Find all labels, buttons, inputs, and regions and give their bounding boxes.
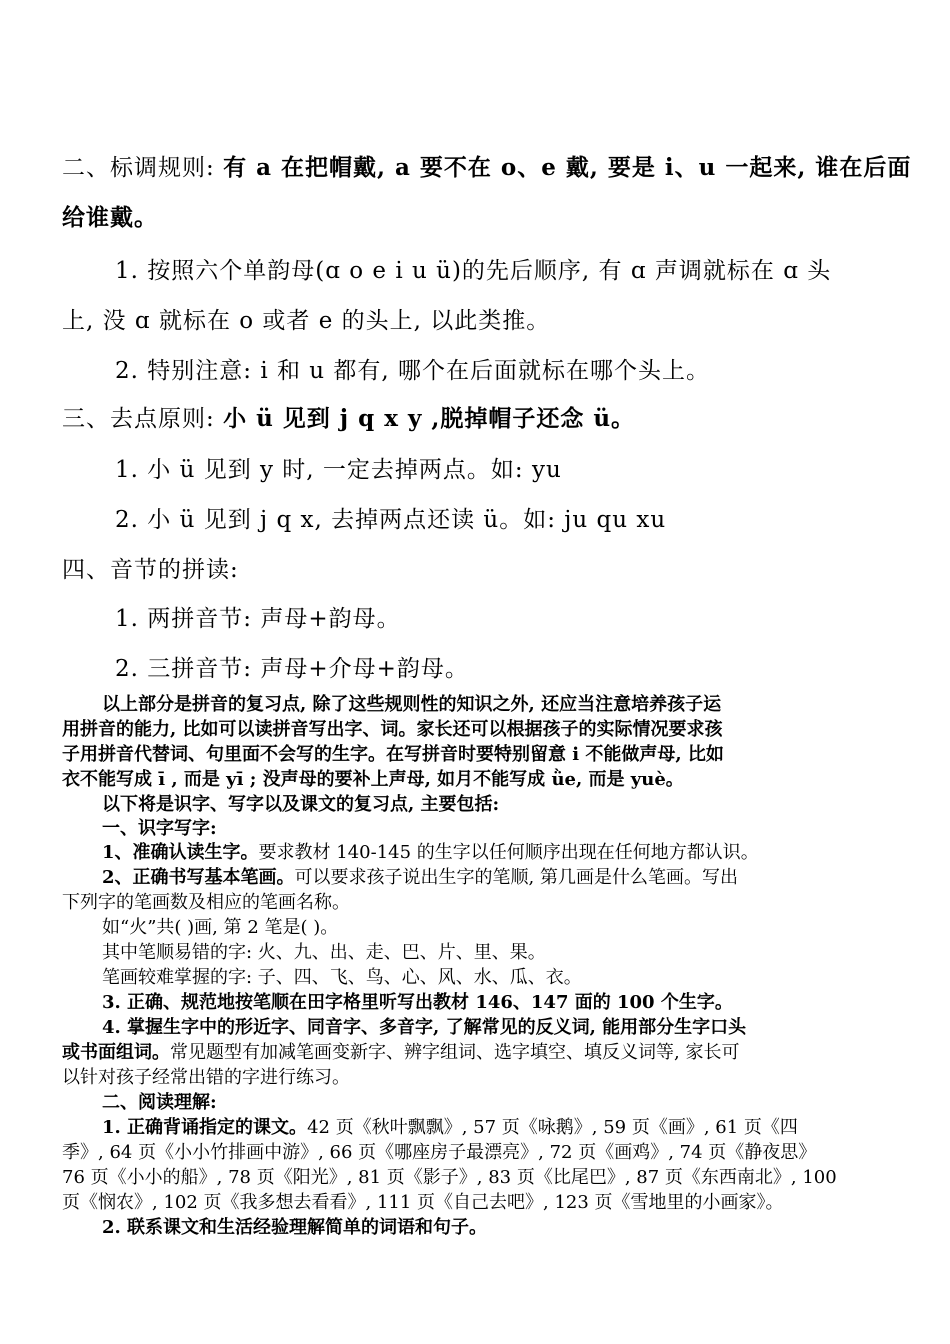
sec3-rule: 小 ü 见到 j q x y ,脱掉帽子还念 ü。 bbox=[223, 405, 636, 432]
sec4-point2: 2. 三拼音节: 声母+介母+韵母。 bbox=[115, 656, 469, 682]
literacy-heading: 一、识字写字: bbox=[102, 818, 217, 839]
summary-line3: 子用拼音代替词、句里面不会写的生字。在写拼音时要特别留意 i 不能做声母, 比如 bbox=[62, 744, 724, 765]
sec4-point1: 1. 两拼音节: 声母+韵母。 bbox=[115, 606, 401, 632]
reading-item1-title: 1. 正确背诵指定的课文。 bbox=[102, 1117, 308, 1138]
literacy-item2-text: 可以要求孩子说出生字的笔顺, 第几画是什么笔画。写出 bbox=[294, 867, 738, 888]
sec4-heading: 四、音节的拼读: bbox=[62, 557, 239, 583]
literacy-item2 bbox=[102, 867, 738, 889]
literacy-example3: 笔画较难掌握的字: 子、四、飞、鸟、心、风、水、瓜、衣。 bbox=[102, 967, 582, 988]
reading-item1 bbox=[102, 1117, 798, 1139]
sec3-point1: 1. 小 ü 见到 y 时, 一定去掉两点。如: yu bbox=[115, 457, 562, 483]
reading-item1-line4: 页《悯农》, 102 页《我多想去看看》, 111 页《自己去吧》, 123 页《雪地里的小画家》。 bbox=[62, 1192, 784, 1213]
reading-item1-line2: 季》, 64 页《小小竹排画中游》, 66 页《哪座房子最漂亮》, 72 页《画鸡》, 74 页《静夜思》 bbox=[62, 1142, 817, 1163]
literacy-item4-line2 bbox=[62, 1042, 739, 1064]
sec3-point2: 2. 小 ü 见到 j q x, 去掉两点还读 ü。如: ju qu xu bbox=[115, 507, 667, 533]
literacy-item4-line3: 以针对孩子经常出错的字进行练习。 bbox=[62, 1067, 350, 1088]
sec2-rule-line2: 给谁戴。 bbox=[62, 204, 158, 231]
literacy-item1-title: 1、准确认读生字。 bbox=[102, 842, 259, 863]
summary-line4: 衣不能写成 ī , 而是 yī ; 没声母的要补上声母, 如月不能写成 ǜe, 而是 yuè。 bbox=[62, 769, 684, 790]
sec2-point1-line1: 1. 按照六个单韵母(ɑ o e i u ü)的先后顺序, 有 ɑ 声调就标在 ɑ 头 bbox=[115, 258, 832, 284]
literacy-item1-text: 要求教材 140-145 的生字以任何顺序出现在任何地方都认识。 bbox=[258, 842, 759, 863]
reading-item1-text: 42 页《秋叶飘飘》, 57 页《咏鹅》, 59 页《画》, 61 页《四 bbox=[307, 1117, 798, 1138]
summary-line2: 用拼音的能力, 比如可以读拼音写出字、词。家长还可以根据孩子的实际情况要求孩 bbox=[62, 719, 723, 740]
literacy-item4-text: 常见题型有加减笔画变新字、辨字组词、选字填空、填反义词等, 家长可 bbox=[170, 1042, 740, 1063]
literacy-item4-bold-end: 或书面组词。 bbox=[62, 1042, 170, 1063]
literacy-item1 bbox=[102, 842, 759, 864]
reading-item1-line3: 76 页《小小的船》, 78 页《阳光》, 81 页《影子》, 83 页《比尾巴》, 87 页《东西南北》, 100 bbox=[62, 1167, 837, 1188]
sec2-label: 二、标调规则: bbox=[62, 155, 215, 181]
literacy-item2-title: 2、正确书写基本笔画。 bbox=[102, 867, 295, 888]
sec2-rule-line1 bbox=[62, 153, 911, 183]
sec3-label: 三、去点原则: bbox=[62, 406, 215, 432]
literacy-example1: 如“火”共( )画, 第 2 笔是( )。 bbox=[102, 917, 339, 938]
summary-line5: 以下将是识字、写字以及课文的复习点, 主要包括: bbox=[102, 794, 500, 815]
sec2-point1-line2: 上, 没 ɑ 就标在 o 或者 e 的头上, 以此类推。 bbox=[62, 308, 551, 334]
literacy-item4: 4. 掌握生字中的形近字、同音字、多音字, 了解常见的反义词, 能用部分生字口头 bbox=[102, 1017, 747, 1038]
sec2-point2: 2. 特别注意: i 和 u 都有, 哪个在后面就标在哪个头上。 bbox=[115, 358, 711, 384]
literacy-example2: 其中笔顺易错的字: 火、九、出、走、巴、片、里、果。 bbox=[102, 942, 546, 963]
sec2-rule: 有 a 在把帽戴, a 要不在 o、e 戴, 要是 i、u 一起来, 谁在后面 bbox=[223, 154, 912, 181]
summary-line1: 以上部分是拼音的复习点, 除了这些规则性的知识之外, 还应当注意培养孩子运 bbox=[102, 694, 722, 715]
literacy-item2-line2: 下列字的笔画数及相应的笔画名称。 bbox=[62, 892, 350, 913]
reading-heading: 二、阅读理解: bbox=[102, 1092, 217, 1113]
sec3-heading-line bbox=[62, 404, 635, 434]
reading-item2: 2. 联系课文和生活经验理解简单的词语和句子。 bbox=[102, 1217, 488, 1238]
literacy-item3: 3. 正确、规范地按笔顺在田字格里听写出教材 146、147 面的 100 个生字。 bbox=[102, 992, 733, 1013]
